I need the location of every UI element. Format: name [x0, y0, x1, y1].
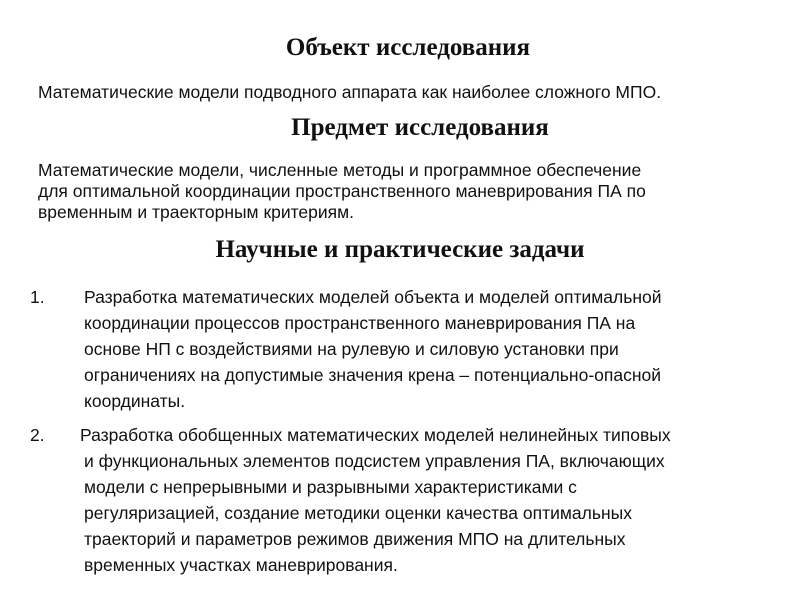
task-line: Разработка математических моделей объекта и моделей оптимальной — [84, 287, 662, 307]
subject-line: Математические модели, численные методы и программное обеспечение — [38, 160, 642, 180]
object-text: Математические модели подводного аппарата как наиболее сложного МПО. — [38, 82, 662, 102]
task-line: Разработка обобщенных математических моделей нелинейных типовых — [80, 425, 671, 445]
task-line: траекторий и параметров режимов движения МПО на длительных — [84, 529, 626, 549]
task-line: основе НП с воздействиями на рулевую и силовую установки при — [84, 339, 619, 359]
task-line: временных участках маневрирования. — [84, 555, 398, 575]
tasks-heading: Научные и практические задачи — [215, 236, 585, 263]
subject-heading: Предмет исследования — [291, 114, 549, 141]
task-text — [84, 284, 662, 414]
task-number: 2. — [30, 425, 45, 445]
subject-line: для оптимальной координации пространственного маневрирования ПА по — [38, 181, 646, 201]
task-line: и функциональных элементов подсистем управления ПА, включающих — [84, 451, 665, 471]
task-line: модели с непрерывными и разрывными характеристиками с — [84, 477, 577, 497]
subject-paragraph — [38, 160, 646, 223]
task-line: регуляризацией, создание методики оценки качества оптимальных — [84, 503, 632, 523]
subject-line: временным и траекторным критериям. — [38, 202, 355, 222]
task-text — [80, 422, 671, 578]
task-number: 1. — [30, 287, 45, 307]
task-line: координаты. — [84, 391, 186, 411]
task-line: координации процессов пространственного маневрирования ПА на — [84, 313, 636, 333]
task-line: ограничениях на допустимые значения крена – потенциально-опасной — [84, 365, 662, 385]
object-heading: Объект исследования — [285, 34, 531, 61]
